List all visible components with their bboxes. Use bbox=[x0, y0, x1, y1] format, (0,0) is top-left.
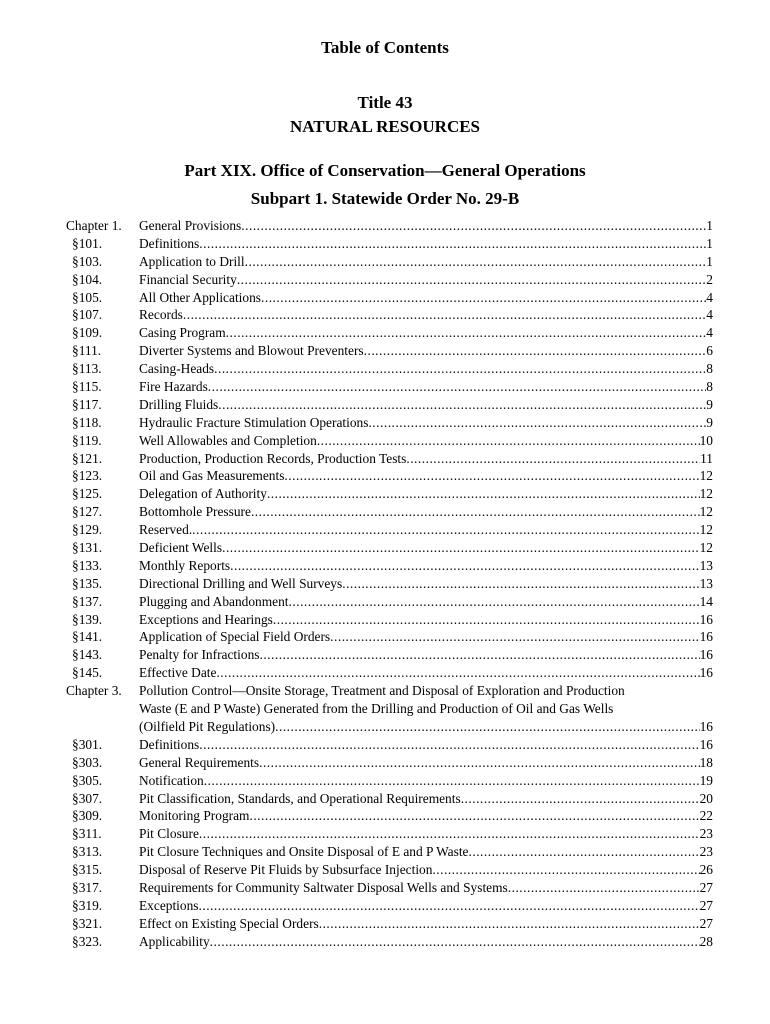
section-number: §123. bbox=[72, 468, 103, 484]
toc-entry-line[interactable] bbox=[139, 271, 713, 289]
section-number: §137. bbox=[72, 593, 103, 609]
toc-entry[interactable] bbox=[0, 843, 770, 861]
dot-leader bbox=[241, 217, 706, 235]
dot-leader bbox=[284, 467, 699, 485]
section-number: §125. bbox=[72, 486, 103, 502]
dot-leader bbox=[199, 235, 706, 253]
toc-entry-line[interactable] bbox=[139, 253, 713, 271]
section-number: §143. bbox=[72, 647, 103, 663]
toc-entry-line[interactable] bbox=[139, 861, 713, 879]
toc-entry-line[interactable] bbox=[139, 324, 713, 342]
page-number: 8 bbox=[706, 361, 713, 377]
section-number: §321. bbox=[72, 915, 103, 931]
toc-entry[interactable] bbox=[0, 611, 770, 629]
page-number: 1 bbox=[706, 218, 713, 233]
section-number: §119. bbox=[72, 432, 102, 448]
page-number: 16 bbox=[699, 665, 713, 681]
section-number: §305. bbox=[72, 772, 103, 788]
page-number: 27 bbox=[699, 897, 713, 913]
section-number: §109. bbox=[72, 325, 103, 341]
entry-title: Casing-Heads bbox=[139, 361, 215, 377]
entry-title: Monthly Reports bbox=[139, 557, 231, 573]
chapter-number: Chapter 1. bbox=[66, 218, 122, 233]
toc-entry bbox=[0, 700, 770, 718]
entry-title: Drilling Fluids bbox=[139, 396, 219, 412]
dot-leader bbox=[259, 754, 700, 772]
page-number: 9 bbox=[706, 414, 713, 430]
section-number: §127. bbox=[72, 504, 103, 520]
toc-entry-line[interactable] bbox=[139, 432, 713, 450]
entry-title: Application of Special Field Orders bbox=[139, 629, 331, 645]
section-number: §113. bbox=[72, 361, 102, 377]
dot-leader bbox=[183, 306, 706, 324]
dot-leader bbox=[222, 539, 700, 557]
chapter-number: Chapter 3. bbox=[66, 683, 122, 699]
toc-entry[interactable] bbox=[0, 593, 770, 611]
page-number: 8 bbox=[706, 379, 713, 395]
toc-entry[interactable] bbox=[0, 450, 770, 468]
page-number: 4 bbox=[706, 325, 713, 341]
toc-entry[interactable] bbox=[0, 324, 770, 342]
toc-entry-line[interactable] bbox=[139, 360, 713, 378]
page-number: 12 bbox=[699, 540, 713, 556]
page-number: 16 bbox=[699, 647, 713, 663]
toc-entry-line[interactable] bbox=[139, 933, 713, 951]
section-number: §111. bbox=[72, 343, 102, 359]
section-number: §135. bbox=[72, 575, 103, 591]
toc-entry-line[interactable] bbox=[139, 790, 713, 808]
entry-title: Penalty for Infractions bbox=[139, 647, 260, 663]
toc-entry[interactable] bbox=[0, 575, 770, 593]
toc-entry-line[interactable] bbox=[139, 378, 713, 396]
page-number: 23 bbox=[699, 826, 713, 842]
dot-leader bbox=[330, 628, 699, 646]
toc-entry-line[interactable] bbox=[139, 897, 713, 915]
toc-entry[interactable] bbox=[0, 915, 770, 933]
section-number: §313. bbox=[72, 844, 103, 860]
entry-title: Fire Hazards bbox=[139, 379, 208, 395]
dot-leader bbox=[267, 485, 700, 503]
entry-title: Pit Closure bbox=[139, 826, 199, 842]
page-number: 16 bbox=[699, 611, 713, 627]
toc-entry-line[interactable] bbox=[139, 503, 713, 521]
entry-title: Requirements for Community Saltwater Disposal Wells and Systems bbox=[139, 879, 508, 895]
page-number: 12 bbox=[699, 468, 713, 484]
section-number: §129. bbox=[72, 522, 103, 538]
entry-title: General Requirements bbox=[139, 754, 260, 770]
toc-entry[interactable] bbox=[0, 718, 770, 736]
toc-entry-line[interactable] bbox=[139, 414, 713, 432]
page-number: 16 bbox=[699, 629, 713, 645]
entry-title: Plugging and Abandonment bbox=[139, 593, 289, 609]
toc-entry[interactable] bbox=[0, 825, 770, 843]
dot-leader bbox=[226, 324, 707, 342]
toc-entry-line[interactable] bbox=[139, 646, 713, 664]
toc-entry-line[interactable] bbox=[139, 235, 713, 253]
dot-leader bbox=[289, 593, 700, 611]
dot-leader bbox=[317, 432, 700, 450]
toc-entry-line[interactable] bbox=[139, 879, 713, 897]
page-number: 2 bbox=[706, 271, 713, 287]
section-number: §105. bbox=[72, 289, 103, 305]
dot-leader bbox=[210, 933, 700, 951]
entry-title: Financial Security bbox=[139, 271, 237, 287]
toc-entry[interactable] bbox=[0, 432, 770, 450]
dot-leader bbox=[214, 360, 706, 378]
entry-title: Exceptions bbox=[139, 897, 199, 913]
entry-title: Application to Drill bbox=[139, 253, 245, 269]
toc-entry-line[interactable] bbox=[139, 593, 713, 611]
dot-leader bbox=[319, 915, 700, 933]
entry-title: Disposal of Reserve Pit Fluids by Subsurface Injection bbox=[139, 862, 433, 878]
section-number: §319. bbox=[72, 897, 103, 913]
section-number: §117. bbox=[72, 396, 102, 412]
entry-title: Reserved. bbox=[139, 522, 193, 538]
section-number: §309. bbox=[72, 808, 103, 824]
toc-entry-line[interactable] bbox=[139, 807, 713, 825]
toc-entry-line[interactable] bbox=[139, 217, 713, 235]
toc-entry[interactable] bbox=[0, 754, 770, 772]
dot-leader bbox=[368, 414, 706, 432]
toc-entry[interactable] bbox=[0, 414, 770, 432]
section-number: §121. bbox=[72, 450, 103, 466]
toc-entry-line[interactable] bbox=[139, 628, 713, 646]
page-number: 10 bbox=[699, 432, 713, 448]
entry-title: Directional Drilling and Well Surveys bbox=[139, 575, 343, 591]
toc-entry-line[interactable] bbox=[139, 611, 713, 629]
page-number: 12 bbox=[699, 504, 713, 520]
toc-list bbox=[0, 217, 770, 951]
section-number: §307. bbox=[72, 790, 103, 806]
dot-leader bbox=[245, 253, 707, 271]
page-number: 27 bbox=[699, 879, 713, 895]
dot-leader bbox=[199, 736, 699, 754]
toc-entry[interactable] bbox=[0, 539, 770, 557]
entry-title: Deficient Wells bbox=[139, 540, 223, 556]
page-number: 20 bbox=[699, 790, 713, 806]
title-number: Title 43 bbox=[357, 93, 413, 112]
entry-title: Oil and Gas Measurements bbox=[139, 468, 285, 484]
toc-entry[interactable] bbox=[0, 342, 770, 360]
toc-entry[interactable] bbox=[0, 772, 770, 790]
entry-title: Pit Classification, Standards, and Operational Requirements bbox=[139, 790, 461, 806]
toc-entry-line[interactable] bbox=[139, 467, 713, 485]
entry-title: Effect on Existing Special Orders bbox=[139, 915, 319, 931]
toc-entry-line[interactable] bbox=[139, 521, 713, 539]
toc-entry-line[interactable] bbox=[139, 664, 713, 682]
section-number: §311. bbox=[72, 826, 102, 842]
dot-leader bbox=[199, 825, 700, 843]
entry-title: (Oilfield Pit Regulations) bbox=[139, 718, 276, 734]
section-number: §118. bbox=[72, 414, 102, 430]
page-number: 4 bbox=[706, 289, 713, 305]
dot-leader bbox=[461, 790, 700, 808]
page-number: 23 bbox=[699, 844, 713, 860]
page-number: 16 bbox=[699, 736, 713, 752]
entry-title: Definitions bbox=[139, 235, 200, 251]
entry-title: Exceptions and Hearings bbox=[139, 611, 273, 627]
dot-leader bbox=[249, 807, 699, 825]
page-number: 6 bbox=[706, 343, 713, 359]
section-number: §317. bbox=[72, 879, 103, 895]
page-number: 1 bbox=[706, 253, 713, 269]
dot-leader bbox=[230, 557, 699, 575]
toc-entry[interactable] bbox=[0, 664, 770, 682]
dot-leader bbox=[342, 575, 699, 593]
toc-entry[interactable] bbox=[0, 271, 770, 289]
toc-entry-line[interactable] bbox=[139, 306, 713, 324]
dot-leader bbox=[406, 450, 700, 468]
toc-heading: Table of Contents bbox=[321, 38, 449, 57]
toc-entry[interactable] bbox=[0, 879, 770, 897]
entry-title: All Other Applications bbox=[139, 289, 261, 305]
toc-entry[interactable] bbox=[0, 861, 770, 879]
toc-entry-line[interactable] bbox=[139, 485, 713, 503]
toc-entry-line[interactable] bbox=[139, 754, 713, 772]
page-number: 14 bbox=[699, 593, 713, 609]
toc-entry[interactable] bbox=[0, 646, 770, 664]
toc-entry-line[interactable] bbox=[139, 915, 713, 933]
page-number: 28 bbox=[699, 933, 713, 949]
toc-entry[interactable] bbox=[0, 790, 770, 808]
dot-leader bbox=[218, 396, 706, 414]
dot-leader bbox=[261, 289, 706, 307]
entry-title: Notification bbox=[139, 772, 204, 788]
dot-leader bbox=[364, 342, 707, 360]
dot-leader bbox=[259, 646, 699, 664]
toc-entry[interactable] bbox=[0, 306, 770, 324]
entry-title: Casing Program bbox=[139, 325, 226, 341]
toc-entry[interactable] bbox=[0, 235, 770, 253]
part-heading: Part XIX. Office of Conservation—General Operations bbox=[184, 161, 586, 180]
entry-title: Monitoring Program bbox=[139, 808, 250, 824]
toc-entry[interactable] bbox=[0, 628, 770, 646]
toc-entry[interactable] bbox=[0, 807, 770, 825]
page-number: 4 bbox=[706, 307, 713, 323]
subpart-heading: Subpart 1. Statewide Order No. 29-B bbox=[250, 189, 520, 208]
page-number: 9 bbox=[706, 396, 713, 412]
entry-title: Pollution Control—Onsite Storage, Treatment and Disposal of Exploration and Production bbox=[139, 683, 625, 699]
section-number: §141. bbox=[72, 629, 103, 645]
dot-leader bbox=[216, 664, 699, 682]
section-number: §115. bbox=[72, 379, 102, 395]
dot-leader bbox=[432, 861, 699, 879]
page-number: 1 bbox=[706, 235, 713, 251]
toc-entry-line[interactable] bbox=[139, 772, 713, 790]
dot-leader bbox=[508, 879, 700, 897]
entry-title: Effective Date bbox=[139, 665, 217, 681]
page-number: 13 bbox=[699, 557, 713, 573]
entry-title: Delegation of Authority bbox=[139, 486, 267, 502]
dot-leader bbox=[192, 521, 699, 539]
section-number: §301. bbox=[72, 736, 103, 752]
toc-entry-line[interactable] bbox=[139, 396, 713, 414]
dot-leader bbox=[251, 503, 700, 521]
entry-title: Well Allowables and Completion bbox=[139, 432, 317, 448]
entry-title: General Provisions bbox=[139, 218, 242, 233]
dot-leader bbox=[275, 718, 699, 736]
page-number: 22 bbox=[699, 808, 713, 824]
toc-entry[interactable] bbox=[0, 557, 770, 575]
toc-entry bbox=[0, 682, 770, 700]
section-number: §145. bbox=[72, 665, 103, 681]
dot-leader bbox=[208, 378, 707, 396]
title-name: NATURAL RESOURCES bbox=[289, 117, 481, 136]
toc-entry-line[interactable] bbox=[139, 289, 713, 307]
section-number: §139. bbox=[72, 611, 103, 627]
toc-entry[interactable] bbox=[0, 396, 770, 414]
entry-title: Hydraulic Fracture Stimulation Operations bbox=[139, 414, 369, 430]
toc-entry[interactable] bbox=[0, 736, 770, 754]
toc-entry[interactable] bbox=[0, 217, 770, 235]
entry-title: Waste (E and P Waste) Generated from the Drilling and Production of Oil and Gas Wells bbox=[139, 701, 614, 717]
toc-entry[interactable] bbox=[0, 360, 770, 378]
section-number: §303. bbox=[72, 754, 103, 770]
section-number: §133. bbox=[72, 557, 103, 573]
section-number: §107. bbox=[72, 307, 103, 323]
toc-entry[interactable] bbox=[0, 933, 770, 951]
dot-leader bbox=[273, 611, 700, 629]
dot-leader bbox=[237, 271, 706, 289]
toc-entry[interactable] bbox=[0, 521, 770, 539]
section-number: §104. bbox=[72, 271, 103, 287]
toc-entry[interactable] bbox=[0, 897, 770, 915]
entry-title: Definitions bbox=[139, 736, 200, 752]
dot-leader bbox=[469, 843, 700, 861]
toc-entry-line[interactable] bbox=[139, 557, 713, 575]
toc-entry[interactable] bbox=[0, 485, 770, 503]
dot-leader bbox=[199, 897, 700, 915]
page-number: 18 bbox=[699, 754, 713, 770]
page-number: 19 bbox=[699, 772, 713, 788]
page-number: 27 bbox=[699, 915, 713, 931]
page-number: 11 bbox=[700, 450, 713, 466]
section-number: §323. bbox=[72, 933, 103, 949]
entry-title: Diverter Systems and Blowout Preventers bbox=[139, 343, 364, 359]
entry-title: Bottomhole Pressure bbox=[139, 504, 251, 520]
toc-entry-line[interactable] bbox=[139, 718, 713, 736]
section-number: §315. bbox=[72, 862, 103, 878]
toc-entry[interactable] bbox=[0, 253, 770, 271]
entry-title: Pit Closure Techniques and Onsite Disposal of E and P Waste bbox=[139, 844, 469, 860]
page-number: 12 bbox=[699, 522, 713, 538]
toc-entry[interactable] bbox=[0, 467, 770, 485]
toc-entry-line[interactable] bbox=[139, 342, 713, 360]
toc-entry[interactable] bbox=[0, 503, 770, 521]
toc-entry-line[interactable] bbox=[139, 450, 713, 468]
dot-leader bbox=[204, 772, 700, 790]
page-number: 16 bbox=[699, 718, 713, 734]
page-number: 13 bbox=[699, 575, 713, 591]
section-number: §103. bbox=[72, 253, 103, 269]
toc-entry-line[interactable] bbox=[139, 736, 713, 754]
toc-entry-line[interactable] bbox=[139, 539, 713, 557]
toc-entry[interactable] bbox=[0, 378, 770, 396]
toc-entry-line[interactable] bbox=[139, 843, 713, 861]
section-number: §131. bbox=[72, 540, 103, 556]
entry-title: Production, Production Records, Production Tests bbox=[139, 450, 407, 466]
entry-title: Applicability bbox=[139, 933, 210, 949]
toc-entry-line[interactable] bbox=[139, 825, 713, 843]
toc-entry-line[interactable] bbox=[139, 575, 713, 593]
page-number: 26 bbox=[699, 862, 713, 878]
toc-entry[interactable] bbox=[0, 289, 770, 307]
section-number: §101. bbox=[72, 235, 103, 251]
entry-title: Records bbox=[139, 307, 183, 323]
page-number: 12 bbox=[699, 486, 713, 502]
